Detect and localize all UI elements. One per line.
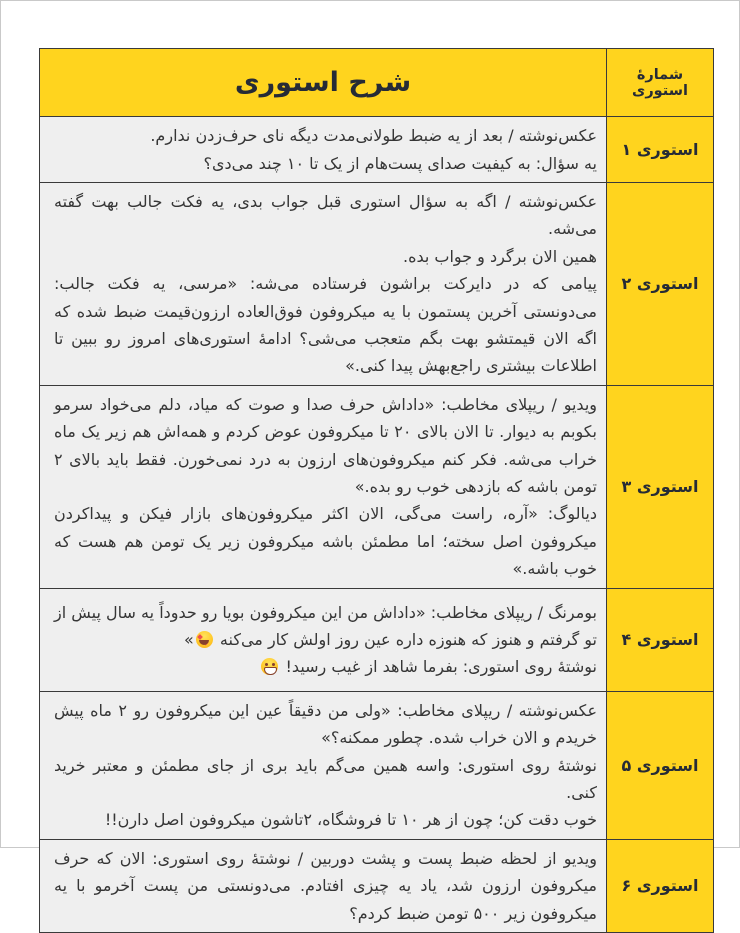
grin-emoji [261,658,278,675]
story-paragraph: عکس‌نوشته / اگه به سؤال استوری قبل جواب بدی، یه فکت جالب بهت گفته می‌شه. [54,192,597,239]
story-description-6 [40,840,606,932]
story-label-5: استوری ۵ [606,692,713,839]
story-description-3 [40,386,606,588]
story-description-2 [40,183,606,385]
story-label-6: استوری ۶ [606,840,713,932]
story-paragraph: همین الان برگرد و جواب بده. [402,246,597,266]
star-struck-emoji [196,631,213,648]
header-story-number: شمارهٔ استوری [606,49,713,116]
story-paragraph: خوب دقت کن؛ چون از هر ۱۰ تا فروشگاه، ۲تاشون میکروفون اصل دارن!! [104,810,597,830]
table-header-row [40,49,713,117]
story-row-5 [40,692,713,840]
story-paragraph: عکس‌نوشته / بعد از یه ضبط طولانی‌مدت دیگه نای حرف‌زدن ندارم. [150,126,597,146]
story-row-1 [40,117,713,183]
story-paragraph: ویدیو از لحظه ضبط پست و پشت دوربین / نوشتهٔ روی استوری: الان که حرف میکروفون ارزون شد، یاد یه چیزی افتادم. می‌دونستی من پست آخرمو با یه میکروفون زیر ۵۰۰ تومن ضبط کردم؟ [54,848,597,923]
story-paragraph: یه سؤال: به کیفیت صدای پست‌هام از یک تا ۱۰ چند می‌دی؟ [203,153,597,173]
story-description-4 [40,589,606,691]
story-paragraph: دیالوگ: «آره، راست می‌گی، الان اکثر میکروفون‌های بازار فیکن و پیداکردن میکروفون اصل سخته؛ اما مطمئن باشه میکروفون زیر یک تومن هم هست که خوب باشه.» [54,504,597,579]
story-description-1 [40,117,606,182]
story-label-1: استوری ۱ [606,117,713,182]
story-row-3 [40,386,713,589]
story-plan-table [39,48,714,933]
story-paragraph: نوشتهٔ روی استوری: بفرما شاهد از غیب رسید! [54,653,597,680]
story-row-4 [40,589,713,692]
story-paragraph: بومرنگ / ریپلای مخاطب: «داداش من این میکروفون بویا رو حدوداً یه سال پیش از تو گرفتم و هنوز که هنوزه داره عین روز اولش کار می‌کنه » [54,602,597,649]
table-title: شرح استوری [234,66,412,98]
story-paragraph: نوشتهٔ روی استوری: واسه همین می‌گم باید بری از جای مطمئن و معتبر خرید کنی. [54,755,597,802]
story-label-4: استوری ۴ [606,589,713,691]
story-paragraph: عکس‌نوشته / ریپلای مخاطب: «ولی من دقیقاً عین این میکروفون رو ۲ ماه پیش خریدم و الان خراب شده. چطور ممکنه؟» [54,700,597,748]
story-label-2: استوری ۲ [606,183,713,385]
story-label-3: استوری ۳ [606,386,713,588]
story-row-2 [40,183,713,386]
story-paragraph: ویدیو / ریپلای مخاطب: «داداش حرف صدا و صوت که میاد، دلم می‌خواد سرمو بکوبم به دیوار. تا الان بالای ۲۰ تا میکروفون عوض کردم و همه‌اش هم زیر یک ماه خراب می‌شه. فکر کنم میکروفون‌های ارزون به درد نمی‌خورن. فقط باید بالای ۲ تومن باشه که بازدهی خوب رو بده.» [54,394,597,497]
story-row-6 [40,840,713,932]
story-description-5 [40,692,606,839]
header-story-description [40,49,606,116]
story-paragraph: پیامی که در دایرکت براشون فرستاده می‌شه: «مرسی، یه فکت جالب: می‌دونستی آخرین پستمون با یه میکروفون فوق‌العاده ارزون‌قیمت ضبط شده که اگه الان قیمتشو بهت بگم متعجب می‌شی؟ ادامهٔ استوری‌های امروز رو ببین تا اطلاعات بیشتری راجع‌بهش پیدا کنی.» [54,274,597,376]
